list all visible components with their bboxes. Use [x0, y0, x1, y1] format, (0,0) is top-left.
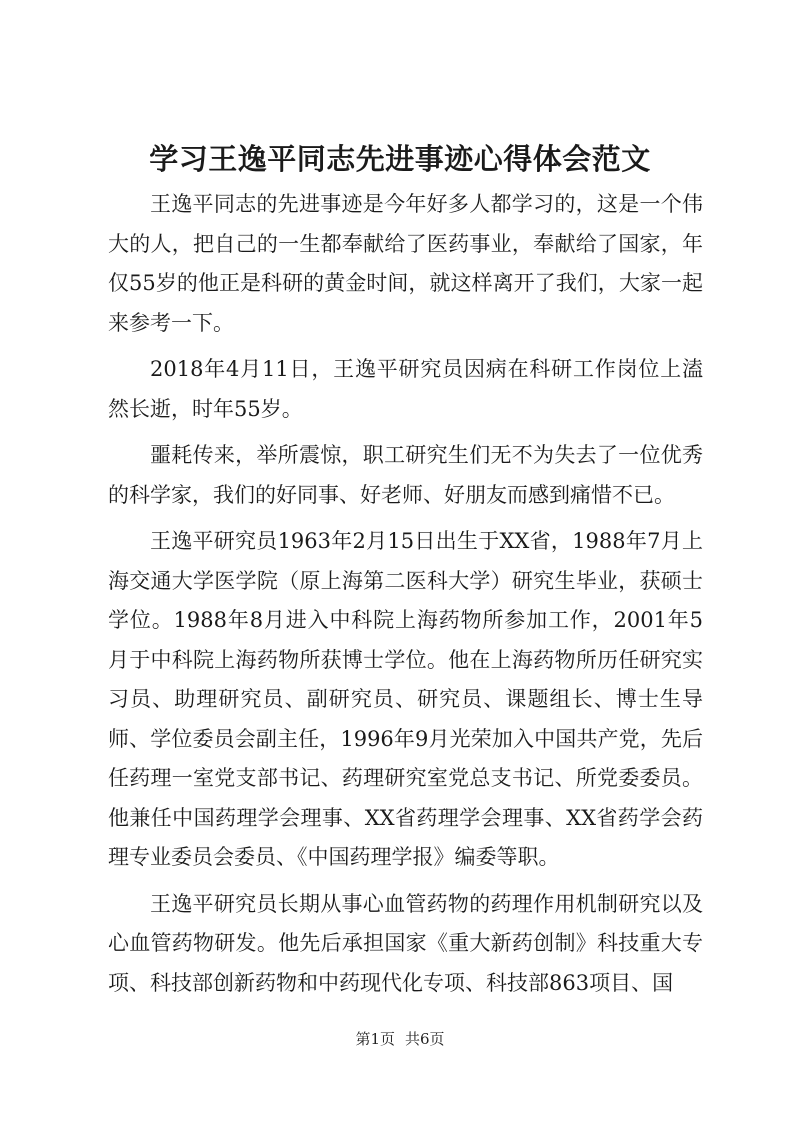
paragraph-2: 2018年4月11日，王逸平研究员因病在科研工作岗位上溘然长逝，时年55岁。 [108, 357, 703, 421]
paragraph-3: 噩耗传来，举所震惊，职工研究生们无不为失去了一位优秀的科学家，我们的好同事、好老师、好朋友而感到痛惜不已。 [108, 443, 703, 507]
paragraph-4: 王逸平研究员1963年2月15日出生于XX省，1988年7月上海交通大学医学院（原上海第二医科大学）研究生毕业，获硕士学位。1988年8月进入中科院上海药物所参加工作，2001年5月于中科院上海药物所获博士学位。他在上海药物所历任研究实习员、助理研究员、副研究员、研究员、课题组长、博士生导师、学位委员会副主任，1996年9月光荣加入中国共产党，先后任药理一室党支部书记、药理研究室党总支书记、所党委委员。他兼任中国药理学会理事、XX省药理学会理事、XX省药学会药理专业委员会委员、《中国药理学报》编委等职。 [108, 529, 703, 869]
document-body [108, 185, 703, 1003]
paragraph-5: 王逸平研究员长期从事心血管药物的药理作用机制研究以及心血管药物研发。他先后承担国家《重大新药创制》科技重大专项、科技部创新药物和中药现代化专项、科技部863项目、国 [108, 891, 703, 995]
page-number: 第1页 [355, 1030, 395, 1048]
page-total: 共6页 [405, 1030, 445, 1048]
page-footer [0, 1029, 800, 1049]
paragraph-1: 王逸平同志的先进事迹是今年好多人都学习的，这是一个伟大的人，把自己的一生都奉献给了医药事业，奉献给了国家，年仅55岁的他正是科研的黄金时间，就这样离开了我们，大家一起来参考一下。 [108, 192, 703, 335]
page-title: 学习王逸平同志先进事迹心得体会范文 [149, 142, 651, 176]
